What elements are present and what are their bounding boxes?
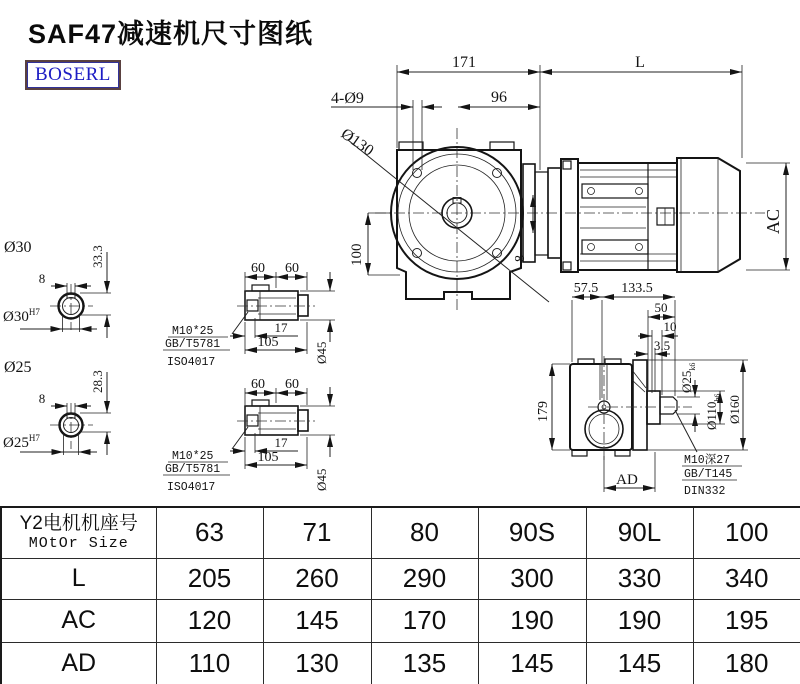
shaftB-screw-note-2: GB/T5781 xyxy=(165,463,221,476)
dim-O110h6-label: $Ø110_{h6}$ xyxy=(704,393,722,430)
dim-L-label: L xyxy=(635,54,645,71)
table-row-AC xyxy=(1,599,800,642)
bore25-key-width: 8 xyxy=(38,391,46,406)
bore-section-25 xyxy=(3,359,111,455)
tap-note-2: GB/T145 xyxy=(684,468,733,481)
page-title: SAF47减速机尺寸图纸 xyxy=(28,19,314,49)
shaftB-screw-note-1: M10*25 xyxy=(172,450,214,463)
motor-size-cell: 63 xyxy=(156,507,263,558)
value-cell: 300 xyxy=(478,558,586,599)
row-label: AD xyxy=(1,642,156,684)
dim-171-label: 171 xyxy=(452,54,476,71)
dim-4xO9-label: 4-Ø9 xyxy=(331,90,364,107)
dim-O25k6-label: $Ø25_{k6}$ xyxy=(679,362,697,393)
value-cell: 340 xyxy=(693,558,800,599)
bore30-key-width: 8 xyxy=(38,271,46,286)
dim-8-flange-label: 8 xyxy=(513,255,528,262)
table-header-row xyxy=(1,507,800,558)
value-cell: 170 xyxy=(371,599,478,642)
header-en: MOtOr Size xyxy=(28,535,129,553)
value-cell: 145 xyxy=(263,599,371,642)
row-label: L xyxy=(1,558,156,599)
value-cell: 120 xyxy=(156,599,263,642)
shaftB-dim-O45: Ø45 xyxy=(314,468,329,491)
shaftA-dim-17: 17 xyxy=(274,320,288,335)
shaftB-dim-60R: 60 xyxy=(285,377,299,392)
table-row-L xyxy=(1,558,800,599)
table-header-cell xyxy=(1,507,156,558)
shaftA-dim-60L: 60 xyxy=(251,261,265,276)
bore25-fit-label: $Ø25^{H7}$ xyxy=(3,433,40,451)
shaftB-dim-105: 105 xyxy=(257,450,279,465)
tap-note-3: DIN332 xyxy=(684,485,726,498)
motor-size-cell: 90S xyxy=(478,507,586,558)
value-cell: 145 xyxy=(586,642,693,684)
motor-size-cell: 90L xyxy=(586,507,693,558)
shaftA-dim-60R: 60 xyxy=(285,261,299,276)
value-cell: 330 xyxy=(586,558,693,599)
dim-AD-label: AD xyxy=(616,472,638,488)
gearbox-front-view xyxy=(348,128,765,310)
motor-side-view xyxy=(561,158,740,272)
output-shaft-detail-lower xyxy=(163,377,335,494)
motor-size-cell: 100 xyxy=(693,507,800,558)
bore-section-30 xyxy=(3,239,111,338)
dim-133-5-label: 133.5 xyxy=(621,281,653,296)
dim-179-label: 179 xyxy=(536,401,551,422)
tap-note-1: M10深27 xyxy=(684,454,731,467)
dim-57-5-label: 57.5 xyxy=(573,281,599,296)
dim-50-label: 50 xyxy=(654,300,668,315)
dim-AC-label: AC xyxy=(763,208,783,234)
bore30-fit-label: $Ø30^{H7}$ xyxy=(3,307,40,325)
shaftA-dim-105: 105 xyxy=(257,335,279,350)
header-cn: Y2电机机座号 xyxy=(19,513,138,535)
brand-logo: BOSERL xyxy=(25,60,121,90)
bore30-key-height: 33.3 xyxy=(90,245,105,268)
dim-3-5-label: 3.5 xyxy=(653,338,671,353)
shaftB-screw-note-3: ISO4017 xyxy=(167,481,216,494)
gearbox-side-view xyxy=(570,356,692,460)
value-cell: 145 xyxy=(478,642,586,684)
output-shaft-detail-upper xyxy=(163,261,335,369)
dim-O130-label: Ø130 xyxy=(337,125,377,160)
shaftB-dim-60L: 60 xyxy=(251,377,265,392)
value-cell: 110 xyxy=(156,642,263,684)
shaftA-dim-O45: Ø45 xyxy=(314,341,329,364)
dim-96-label: 96 xyxy=(491,89,507,106)
value-cell: 205 xyxy=(156,558,263,599)
motor-size-cell: 71 xyxy=(263,507,371,558)
value-cell: 195 xyxy=(693,599,800,642)
bore25-label: Ø25 xyxy=(4,359,32,376)
bore30-label: Ø30 xyxy=(4,239,32,256)
value-cell: 260 xyxy=(263,558,371,599)
shaftA-screw-note-2: GB/T5781 xyxy=(165,338,221,351)
value-cell: 180 xyxy=(693,642,800,684)
dim-100-label: 100 xyxy=(349,243,365,266)
shaftB-dim-17: 17 xyxy=(274,435,288,450)
row-label: AC xyxy=(1,599,156,642)
bore25-key-height: 28.3 xyxy=(90,370,105,393)
table-row-AD xyxy=(1,642,800,684)
motor-size-table xyxy=(0,506,800,684)
value-cell: 190 xyxy=(586,599,693,642)
shaftA-screw-note-3: ISO4017 xyxy=(167,356,216,369)
motor-size-cell: 80 xyxy=(371,507,478,558)
dim-O160-label: Ø160 xyxy=(727,395,742,424)
value-cell: 290 xyxy=(371,558,478,599)
value-cell: 135 xyxy=(371,642,478,684)
dim-10-label: 10 xyxy=(663,319,677,334)
shaftA-screw-note-1: M10*25 xyxy=(172,325,214,338)
value-cell: 190 xyxy=(478,599,586,642)
value-cell: 130 xyxy=(263,642,371,684)
